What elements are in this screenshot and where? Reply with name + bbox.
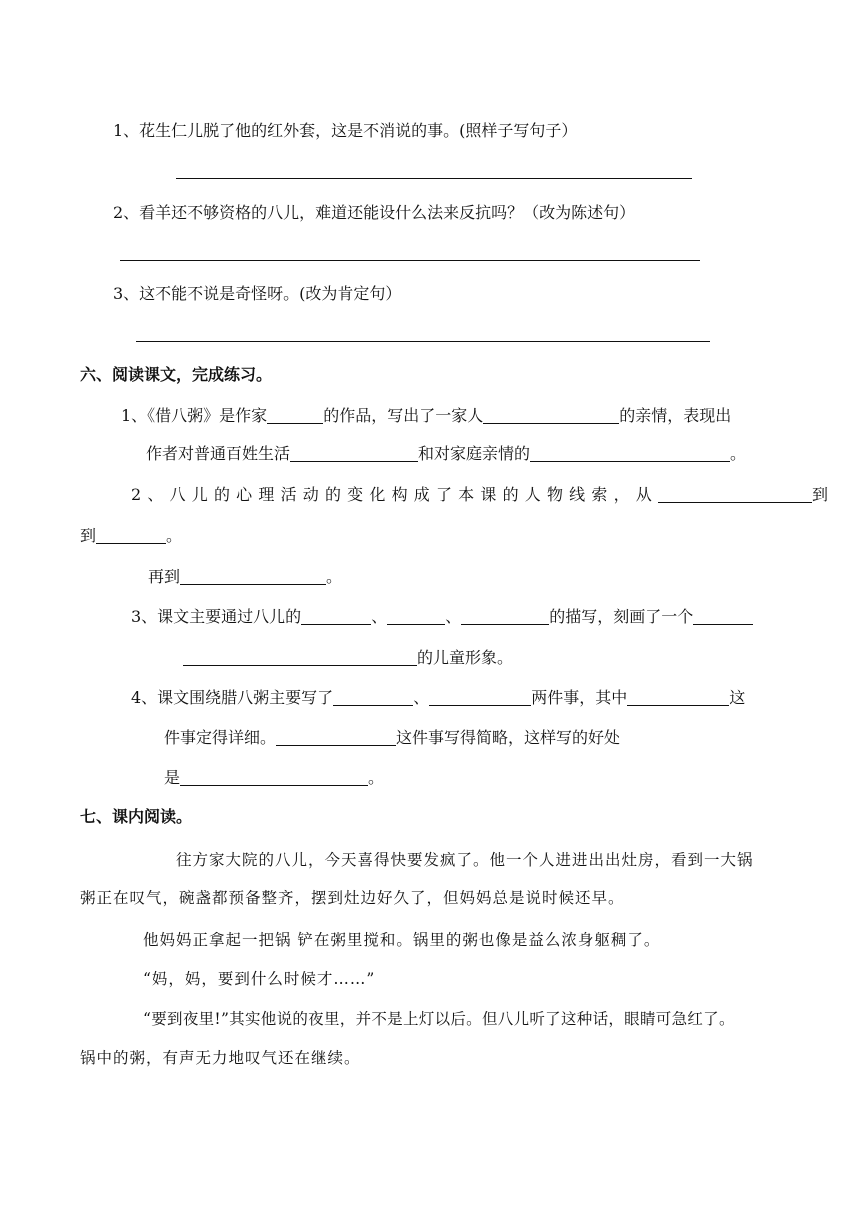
- q6-2-text-d: 。: [166, 526, 183, 545]
- q6-1-text-b: 的作品，写出了一家人: [323, 406, 484, 425]
- passage-para-2: 他妈妈正拿起一把锅 铲在粥里搅和。锅里的粥也像是益么浓身躯稠了。: [143, 931, 661, 949]
- q6-2-text-e: 再到: [148, 567, 181, 586]
- q6-4-text-e: 这件事写得简略，这样写的好处: [396, 728, 621, 747]
- blank-feeling-2[interactable]: [96, 527, 166, 544]
- q6-1-text-c: 的亲情，表现出: [619, 406, 732, 425]
- section-7-heading: 七、课内阅读。: [80, 807, 193, 826]
- q6-4-line-2: [164, 728, 620, 748]
- blank-affection[interactable]: [530, 445, 730, 462]
- passage-para-1-line-1: 往方家大院的八儿，今天喜得快要发疯了。他一个人进进出出灶房，看到一大锅: [176, 851, 754, 869]
- passage-para-1-line-2: 粥正在叹气，碗盏都预备整齐，摆到灶边好久了，但妈妈总是说时候还早。: [80, 889, 625, 907]
- section-6-heading: 六、阅读课文，完成练习。: [80, 365, 273, 384]
- blank-feeling-3[interactable]: [180, 568, 326, 585]
- blank-detailed-event[interactable]: [627, 689, 729, 706]
- blank-event-2[interactable]: [429, 689, 531, 706]
- q6-2-text-b: 到: [811, 485, 835, 504]
- blank-life[interactable]: [290, 445, 418, 462]
- q6-4-line-1: [131, 688, 745, 708]
- q6-2-line-3: [148, 567, 342, 587]
- q6-3-sep-1: 、: [371, 607, 388, 626]
- q6-3-line-1: [131, 607, 753, 627]
- answer-line-1[interactable]: [176, 178, 692, 179]
- q6-4-sep: 、: [413, 688, 430, 707]
- q6-2-line-1: [131, 485, 834, 505]
- blank-description-2[interactable]: [387, 608, 445, 625]
- blank-feeling-1[interactable]: [658, 486, 812, 503]
- blank-benefit[interactable]: [180, 769, 368, 786]
- q6-2-line-2: [80, 526, 182, 546]
- passage-para-4-line-2: 锅中的粥，有声无力地叹气还在继续。: [80, 1049, 361, 1067]
- blank-event-1[interactable]: [333, 689, 413, 706]
- q6-4-text-c: 这: [729, 688, 746, 707]
- q6-3-text-b: 的描写，刻画了一个: [549, 607, 694, 626]
- q6-2-text-c: 到: [80, 526, 97, 545]
- blank-image-start[interactable]: [693, 608, 753, 625]
- q6-3-text-a: 3、课文主要通过八儿的: [131, 607, 302, 626]
- q6-2-text-f: 。: [326, 567, 343, 586]
- q6-1-text-e: 和对家庭亲情的: [418, 444, 531, 463]
- blank-image[interactable]: [183, 649, 417, 666]
- rewrite-question-2: 2、看羊还不够资格的八儿，难道还能设什么法来反抗吗？（改为陈述句）: [113, 203, 636, 222]
- q6-1-text-a: 1、《借八粥》是作家: [121, 406, 268, 425]
- q6-1-text-f: 。: [730, 444, 747, 463]
- answer-line-3[interactable]: [136, 341, 710, 342]
- rewrite-question-3: 3、这不能不说是奇怪呀。(改为肯定句）: [113, 284, 402, 303]
- q6-3-sep-2: 、: [445, 607, 462, 626]
- q6-1-line-2: [146, 444, 746, 464]
- blank-author[interactable]: [267, 407, 323, 424]
- q6-1-text-d: 作者对普通百姓生活: [146, 444, 291, 463]
- blank-description-3[interactable]: [461, 608, 549, 625]
- blank-description-1[interactable]: [301, 608, 371, 625]
- q6-4-text-b: 两件事，其中: [531, 688, 628, 707]
- answer-line-2[interactable]: [120, 260, 700, 261]
- blank-family[interactable]: [483, 407, 619, 424]
- q6-3-text-c: 的儿童形象。: [417, 648, 514, 667]
- passage-para-3: “妈，妈，要到什么时候才……”: [143, 970, 376, 988]
- blank-brief-event[interactable]: [276, 729, 396, 746]
- q6-4-text-d: 件事定得详细。: [164, 728, 277, 747]
- q6-4-line-3: [164, 768, 384, 788]
- q6-2-text-a: 2、八儿的心理活动的变化构成了本课的人物线索，从: [131, 485, 658, 504]
- q6-4-text-a: 4、课文围绕腊八粥主要写了: [131, 688, 334, 707]
- passage-para-4-line-1: “要到夜里!”其实他说的夜里，并不是上灯以后。但八儿听了这种话，眼睛可急红了。: [143, 1010, 735, 1028]
- q6-4-text-f: 是: [164, 768, 181, 787]
- q6-4-text-g: 。: [368, 768, 385, 787]
- q6-1-line-1: [121, 406, 731, 426]
- rewrite-question-1: 1、花生仁儿脱了他的红外套，这是不消说的事。(照样子写句子）: [113, 121, 578, 140]
- q6-3-line-2: [183, 648, 513, 668]
